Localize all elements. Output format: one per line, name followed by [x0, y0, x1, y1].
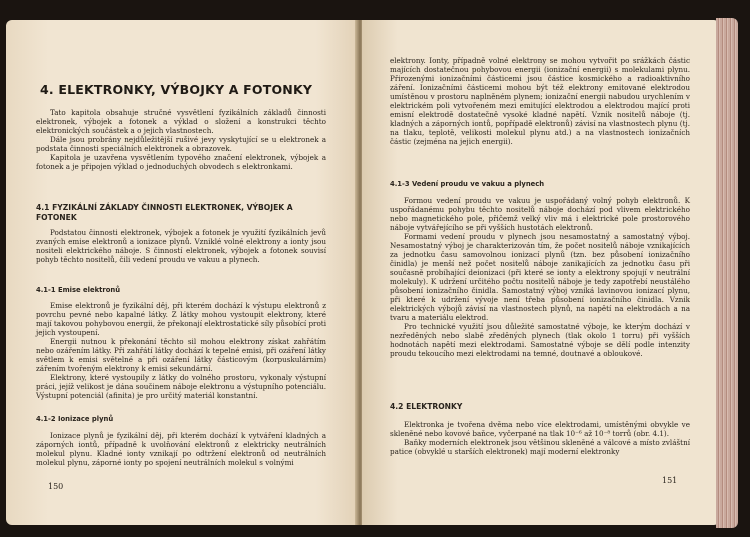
paragraph: Pro technické využití jsou důležité samostatné výboje, ke kterým dochází v nezředěných nebo slabě zředěných plynech (tlak okolo 1 torru) při vyšších hodnotách napětí mezi elektrodami. Samostatné výboje se dělí podle intenzity proudu tekoucího mezi elektrodami na temné, doutnavé a obloukové. — [390, 322, 690, 358]
subsection-text — [36, 431, 326, 467]
section-text — [390, 420, 690, 456]
chapter-intro — [36, 108, 326, 171]
subsection-heading: 4.1-2 Ionizace plynů — [36, 415, 114, 423]
paragraph: Ionizace plynů je fyzikální děj, při kterém dochází k vytváření kladných a záporných iontů, případně k uvolňování elektronů z elektricky neutrálních molekul plynu. Kladné ionty vznikají po odtržení elektronů od neutrálních molekul plynu, záporné ionty po spojení neutrálních molekul s volnými — [36, 431, 326, 467]
left-page — [6, 20, 358, 525]
chapter-title: 4. ELEKTRONKY, VÝBOJKY A FOTONKY — [40, 82, 313, 97]
paragraph: Formou vedení proudu ve vakuu je uspořádaný volný pohyb elektronů. K uspořádanému pohybu těchto nositelů náboje dochází pod vlivem elektrického nebo magnetického pole, přičemž velký vliv má i elektrické pole prostorového náboje vytvářejícího se při vyšších hustotách elektronů. — [390, 196, 690, 232]
section-text — [36, 228, 326, 264]
section-heading: 4.1 FYZIKÁLNÍ ZÁKLADY ČINNOSTI ELEKTRONEK, VÝBOJEK A FOTONEK — [36, 203, 293, 222]
subsection-text — [390, 196, 690, 358]
intro-paragraph: Kapitola je uzavřena vysvětlením typového značení elektronek, výbojek a fotonek a je připojen výklad o jednoduchých obvodech s elektronkami. — [36, 153, 326, 171]
paragraph: Elektrony, které vystoupily z látky do volného prostoru, vykonaly výstupní práci, jejíž velikost je dána součinem náboje elektronu a výstupního potenciálu. Výstupní potenciál (afinita) je pro určitý materiál konstantní. — [36, 373, 326, 400]
subsection-text — [36, 301, 326, 400]
paragraph: Baňky moderních elektronek jsou většinou skleněné a válcové a místo zvláštní patice (obvyklé u starších elektronek) mají moderní elektronky — [390, 438, 690, 456]
paragraph: Energii nutnou k překonání těchto sil mohou elektrony získat zahřátím nebo ozářením látky. Při zahřátí látky dochází k tepelné emisi, při ozáření látky světlem k emisi světelné a při ozáření látky částicovým (korpuskulárním) zářením tvořeným elektrony k emisi sekundární. — [36, 337, 326, 373]
continued-text — [390, 56, 690, 146]
section-heading: 4.2 ELEKTRONKY — [390, 402, 463, 411]
right-page — [362, 20, 718, 525]
paragraph: Formami vedení proudu v plynech jsou nesamostatný a samostatný výboj. Nesamostatný výboj je charakterizován tím, že počet nositelů náboje vznikajících za jednotku času samovolnou ionizací plynů (tzn. bez působení ionizačního činidla) je menší než počet nositelů náboje zanikajících za jednotku času při současně probíhající deionizaci (při které se ionty a elektrony spojují v neutrální molekuly). K udržení určitého počtu nositelů náboje je tedy zapotřebí neustálého působení ionizačního činidla. Samostatný výboj vzniká lavinovou ionizací plynu, při které k udržení vývoje není třeba působení ionizačního činidla. Vznik elektrických výbojů závisí na vlastnostech plynů, na napětí na elektrodách a na tvaru a materiálu elektrod. — [390, 232, 690, 322]
paragraph: Emise elektronů je fyzikální děj, při kterém dochází k výstupu elektronů z povrchu pevné nebo kapalné látky. Z látky mohou vystoupit elektrony, které mají takovou pohybovou energii, že překonají elektrostatické síly působící proti jejich vystoupení. — [36, 301, 326, 337]
paragraph: Podstatou činnosti elektronek, výbojek a fotonek je využití fyzikálních jevů zvaných emise elektronů a ionizace plynů. Vzniklé volné elektrony a ionty jsou nositeli elektrického náboje. S činností elektronek, výbojek a fotonek souvisí pohyb těchto nositelů, čili vedení proudu ve vakuu a plynech. — [36, 228, 326, 264]
subsection-heading: 4.1-1 Emise elektronů — [36, 286, 121, 294]
intro-paragraph: Dále jsou probrány nejdůležitější rušivé jevy vyskytující se u elektronek a podstata činnosti speciálních elektronek a obrazovek. — [36, 135, 326, 153]
subsection-heading: 4.1-3 Vedení proudu ve vakuu a plynech — [390, 180, 545, 188]
intro-paragraph: Tato kapitola obsahuje stručné vysvětlení fyzikálních základů činnosti elektronek, výbojek a fotonek a výklad o složení a konstrukci těchto elektronických součástek a o jejich vlastnostech. — [36, 108, 326, 135]
page-number: 150 — [48, 482, 64, 491]
page-number: 151 — [662, 476, 678, 485]
paragraph: Elektronka je tvořena dvěma nebo více elektrodami, umístěnými obvykle ve skleněné nebo kovové baňce, vyčerpané na tlak 10⁻⁶ až 10⁻⁸ torrů (obr. 4.1). — [390, 420, 690, 438]
page-edges — [716, 18, 738, 528]
paragraph: elektrony. Ionty, případně volné elektrony se mohou vytvořit po srážkách částic majících dostatečnou pohybovou energii (ionizační energii) s molekulami plynu. Přirozenými ionizačními částicemi jsou částice kosmického a radioaktivního záření. Ionizačními částicemi mohou být též elektrony emitované elektrodou umístěnou v prostoru naplněném plynem; ionizační energii nabudou urychlením v elektrickém poli vytvořeném mezi emitující elektrodou a elektrodou mající proti emisní elektrodě dostatečně vysoké kladné napětí. Vznik nositelů náboje (tj. kladných a záporných iontů, popřípadě elektronů) závisí na vlastnostech plynu (tj. na tlaku, teplotě, velikosti molekul plynu atd.) a na vlastnostech ionizačních částic (zejména na jejich energii). — [390, 56, 690, 146]
